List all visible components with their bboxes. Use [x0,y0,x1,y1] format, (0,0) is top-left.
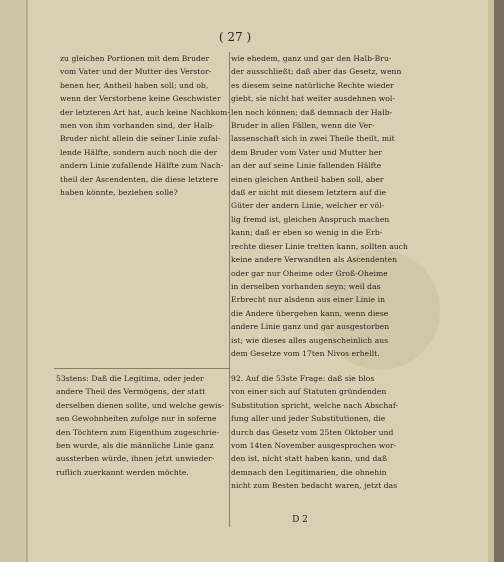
text-line: 53stens: Daß die Legitima, oder jeder [56,374,204,383]
gutter-fold [26,0,28,562]
text-line: von einer sich auf Statuten gründenden [231,387,387,397]
column-left-bottom [56,372,228,479]
text-line: ben wurde, als die männliche Linie ganz [56,441,214,451]
text-line: Substitution spricht, welche nach Abschaf- [231,400,399,410]
column-right-bottom [231,372,411,493]
text-line: durch das Gesetz vom 25ten Oktober und [231,427,394,437]
text-line: vom 14ten November ausgesprochen wor- [231,441,397,451]
text-line: der letzteren Art hat, auch keine Nachkom- [60,107,230,117]
text-line: es diesem seine natürliche Rechte wieder [231,80,394,90]
text-line: daß er nicht mit diesem letztern auf die [231,188,387,198]
text-line: einen gleichen Antheil haben soll, aber [231,174,384,184]
text-line: zu gleichen Portionen mit dem Bruder [60,54,210,63]
text-line: len noch können; daß demnach der Halb- [231,107,393,117]
text-line: Bruder nicht allein die seiner Linie zufal- [60,134,221,144]
text-line: Erbrecht nur alsdenn aus einer Linie in [231,295,386,305]
column-right-top [231,52,411,360]
page-number: ( 27 ) [218,30,252,44]
text-line: fung aller und jeder Substitutionen, die [231,414,386,424]
text-line: demnach den Legitimarien, die ohnehin [231,467,387,477]
text-line: 92. Auf die 53ste Frage: daß sie blos [231,374,375,383]
text-line: wie ehedem, ganz und gar den Halb-Bru- [231,54,392,63]
text-line: kann; daß er eben so wenig in die Erb- [231,228,383,238]
text-line: den ist, nicht statt haben kann, und daß [231,454,388,464]
text-line: andere Theil des Vermögens, der statt [56,387,206,397]
text-line: andere Linie ganz und gar ausgestorben [231,322,390,332]
text-line: vom Vater und der Mutter des Verstor- [60,67,212,77]
text-line: sen Gewohnheiten zufolge nur in soferne [56,414,217,424]
text-line: lig fremd ist, gleichen Anspruch machen [231,214,390,224]
text-line: ruflich zuerkannt werden möchte. [56,467,189,477]
text-line: lende Hälfte, sondern auch noch die der [60,147,218,157]
text-line: Güter der andern Linie, welcher er völ- [231,201,385,211]
text-line: andern Linie zufallende Hälfte zum Nach- [60,161,224,171]
text-line: keine andere Verwandten als Ascendenten [231,255,398,265]
text-line: lassenschaft sich in zwei Theile theilt, mit [231,134,395,144]
text-line: nicht zum Besten bedacht waren, jetzt das [231,481,398,491]
text-line: an der auf seine Linie fallenden Hälfte [231,161,382,171]
text-line: dem Gesetze vom 17ten Nivos erhellt. [231,348,380,358]
text-line: die Andere übergehen kann, wenn diese [231,308,389,318]
column-left-top [60,52,230,199]
text-line: men von ihm vorhanden sind, der Halb- [60,121,215,131]
text-line: derselben dienen sollte, und welche gewis- [56,400,225,410]
text-line: ist; wie dieses alles augenscheinlich aus [231,335,389,345]
text-line: haben könnte, beziehen solle? [60,188,178,198]
text-line: in derselben vorhanden seyn; weil das [231,281,381,291]
text-line: theil der Ascendenten, die diese letztere [60,174,219,184]
section-divider [54,368,230,369]
text-line: dem Bruder vom Vater und Mutter her [231,147,382,157]
signature-mark: D 2 [292,515,308,525]
text-line: aussterben würde, ihnen jetzt unwieder- [56,454,215,464]
book-edge [494,0,504,562]
text-line: wenn der Verstorbene keine Geschwister [60,94,221,104]
page-gutter [0,0,26,562]
text-line: Bruder in allen Fällen, wenn die Ver- [231,121,375,131]
text-line: rechte dieser Linie tretten kann, sollten auch [231,241,408,251]
text-line: der ausschließt; daß aber das Gesetz, wenn [231,67,402,77]
text-line: oder gar nur Oheime oder Groß-Oheime [231,268,388,278]
text-line: benen her, Antheil haben soll; und ob, [60,80,209,90]
text-line: den Töchtern zum Eigenthum zugeschrie- [56,427,220,437]
text-line: giebt, sie nicht hat weiter ausdehnen wol- [231,94,395,104]
